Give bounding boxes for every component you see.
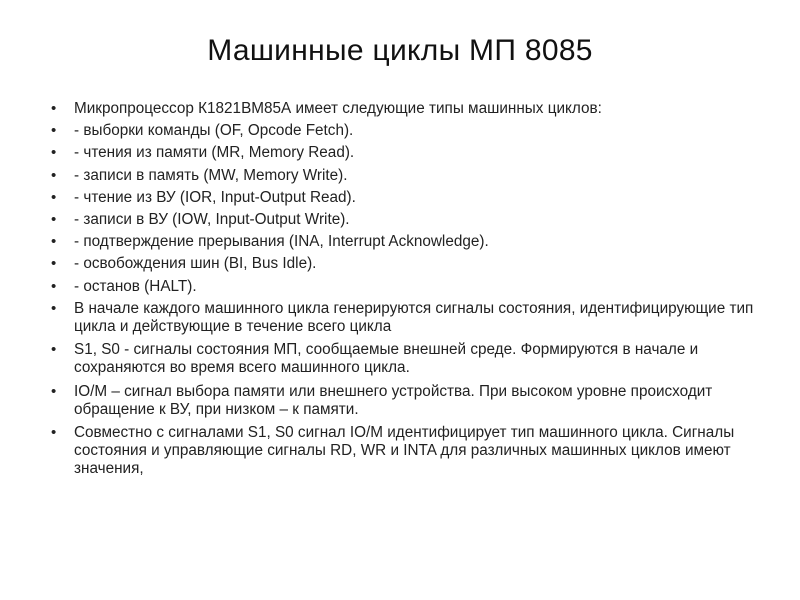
bullet-text: Микропроцессор К1821ВМ85А имеет следующие типы машинных циклов:	[74, 100, 602, 117]
bullet-dot-icon: •	[51, 277, 57, 295]
bullet-item	[45, 383, 765, 419]
bullet-item	[45, 341, 765, 377]
bullet-text: - освобождения шин (BI, Bus Idle).	[74, 255, 317, 273]
bullet-list	[45, 100, 765, 484]
bullet-item	[45, 255, 765, 273]
bullet-dot-icon: •	[51, 144, 57, 162]
bullet-text: - выборки команды (OF, Opcode Fetch).	[74, 122, 354, 140]
bullet-dot-icon: •	[51, 424, 57, 442]
bullet-item	[45, 424, 765, 478]
bullet-item	[45, 233, 765, 251]
bullet-item	[45, 167, 765, 185]
slide-title: Машинные циклы МП 8085	[207, 34, 593, 67]
bullet-dot-icon: •	[51, 382, 57, 400]
bullet-dot-icon: •	[51, 255, 57, 273]
bullet-text: - записи в ВУ (IOW, Input-Output Write).	[74, 210, 350, 228]
bullet-item	[45, 278, 765, 296]
bullet-text: Совместно с сигналами S1, S0 сигнал IO/M идентифицирует тип машинного цикла. Сигналы состояния и управляющие сигналы RD, WR и INTA для различных машинных циклов имеют значения,	[74, 424, 735, 478]
bullet-dot-icon: •	[51, 210, 57, 228]
bullet-dot-icon: •	[51, 341, 57, 359]
bullet-dot-icon: •	[51, 100, 57, 117]
bullet-text: IO/M – сигнал выбора памяти или внешнего устройства. При высоком уровне происходит обращение к ВУ, при низком – к памяти.	[74, 382, 713, 418]
bullet-dot-icon: •	[51, 166, 57, 184]
bullet-text: - чтение из ВУ (IOR, Input-Output Read).	[74, 188, 356, 206]
bullet-item	[45, 211, 765, 229]
bullet-item	[45, 300, 765, 336]
bullet-dot-icon: •	[51, 299, 57, 317]
bullet-text: - подтверждение прерывания (INA, Interrupt Acknowledge).	[74, 233, 489, 251]
bullet-item	[45, 122, 765, 140]
bullet-dot-icon: •	[51, 122, 57, 140]
bullet-item	[45, 144, 765, 162]
bullet-dot-icon: •	[51, 233, 57, 251]
bullet-text: - останов (HALT).	[74, 277, 197, 295]
bullet-dot-icon: •	[51, 188, 57, 206]
bullet-item	[45, 189, 765, 207]
bullet-item	[45, 100, 765, 118]
bullet-text: S1, S0 - сигналы состояния МП, сообщаемые внешней среде. Формируются в начале и сохраняются во время всего машинного цикла.	[74, 341, 699, 377]
bullet-text: - записи в память (MW, Memory Write).	[74, 166, 348, 184]
bullet-text: В начале каждого машинного цикла генерируются сигналы состояния, идентифицирующие тип цикла и действующие в течение всего цикла	[74, 299, 754, 335]
bullet-text: - чтения из памяти (MR, Memory Read).	[74, 144, 355, 162]
